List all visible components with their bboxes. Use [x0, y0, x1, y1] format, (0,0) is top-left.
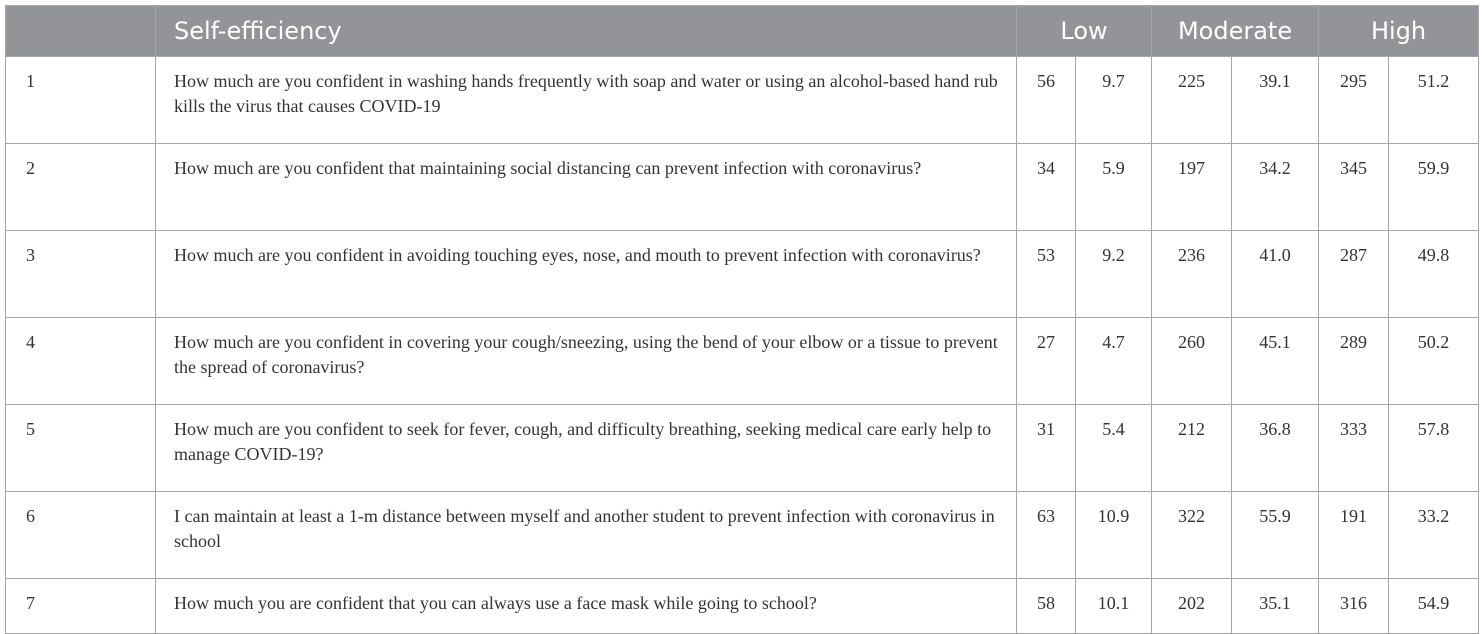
moderate-percent: 41.0	[1232, 231, 1319, 318]
row-question: I can maintain at least a 1-m distance between myself and another student to prevent infection with coronavirus in school	[156, 492, 1017, 579]
low-percent: 9.7	[1076, 57, 1152, 144]
moderate-count: 202	[1152, 579, 1232, 634]
high-percent: 49.8	[1389, 231, 1479, 318]
low-count: 27	[1017, 318, 1076, 405]
low-percent: 5.4	[1076, 405, 1152, 492]
header-high: High	[1319, 6, 1479, 57]
header-index-cell	[6, 6, 156, 57]
low-count: 53	[1017, 231, 1076, 318]
row-question: How much are you confident to seek for fever, cough, and difficulty breathing, seeking medical care early help to manage COVID-19?	[156, 405, 1017, 492]
moderate-count: 236	[1152, 231, 1232, 318]
high-count: 287	[1319, 231, 1389, 318]
header-row	[6, 6, 1479, 57]
high-percent: 51.2	[1389, 57, 1479, 144]
moderate-count: 212	[1152, 405, 1232, 492]
moderate-count: 225	[1152, 57, 1232, 144]
high-count: 333	[1319, 405, 1389, 492]
moderate-count: 197	[1152, 144, 1232, 231]
table-row	[6, 231, 1479, 318]
row-question: How much are you confident in avoiding touching eyes, nose, and mouth to prevent infection with coronavirus?	[156, 231, 1017, 318]
self-efficiency-table	[5, 5, 1479, 634]
low-percent: 4.7	[1076, 318, 1152, 405]
high-percent: 54.9	[1389, 579, 1479, 634]
row-number: 2	[6, 144, 156, 231]
low-percent: 5.9	[1076, 144, 1152, 231]
row-question: How much are you confident that maintaining social distancing can prevent infection with coronavirus?	[156, 144, 1017, 231]
high-count: 345	[1319, 144, 1389, 231]
header-moderate: Moderate	[1152, 6, 1319, 57]
row-number: 6	[6, 492, 156, 579]
moderate-percent: 35.1	[1232, 579, 1319, 634]
row-number: 5	[6, 405, 156, 492]
moderate-percent: 39.1	[1232, 57, 1319, 144]
high-count: 316	[1319, 579, 1389, 634]
low-percent: 10.1	[1076, 579, 1152, 634]
row-number: 1	[6, 57, 156, 144]
high-percent: 50.2	[1389, 318, 1479, 405]
table-row	[6, 492, 1479, 579]
low-count: 34	[1017, 144, 1076, 231]
row-number: 7	[6, 579, 156, 634]
table-row	[6, 579, 1479, 634]
moderate-count: 260	[1152, 318, 1232, 405]
header-low: Low	[1017, 6, 1152, 57]
moderate-percent: 45.1	[1232, 318, 1319, 405]
row-question: How much are you confident in washing hands frequently with soap and water or using an alcohol-based hand rub kills the virus that causes COVID-19	[156, 57, 1017, 144]
high-count: 289	[1319, 318, 1389, 405]
moderate-percent: 34.2	[1232, 144, 1319, 231]
high-percent: 57.8	[1389, 405, 1479, 492]
moderate-percent: 36.8	[1232, 405, 1319, 492]
low-percent: 9.2	[1076, 231, 1152, 318]
row-number: 3	[6, 231, 156, 318]
table-row	[6, 405, 1479, 492]
high-percent: 59.9	[1389, 144, 1479, 231]
low-count: 63	[1017, 492, 1076, 579]
high-percent: 33.2	[1389, 492, 1479, 579]
high-count: 295	[1319, 57, 1389, 144]
table-row	[6, 144, 1479, 231]
moderate-count: 322	[1152, 492, 1232, 579]
row-question: How much you are confident that you can always use a face mask while going to school?	[156, 579, 1017, 634]
low-count: 56	[1017, 57, 1076, 144]
row-question: How much are you confident in covering your cough/sneezing, using the bend of your elbow or a tissue to prevent the spread of coronavirus?	[156, 318, 1017, 405]
table-row	[6, 318, 1479, 405]
low-count: 31	[1017, 405, 1076, 492]
low-count: 58	[1017, 579, 1076, 634]
table-row	[6, 57, 1479, 144]
low-percent: 10.9	[1076, 492, 1152, 579]
high-count: 191	[1319, 492, 1389, 579]
row-number: 4	[6, 318, 156, 405]
header-title: Self-efficiency	[156, 6, 1017, 57]
moderate-percent: 55.9	[1232, 492, 1319, 579]
